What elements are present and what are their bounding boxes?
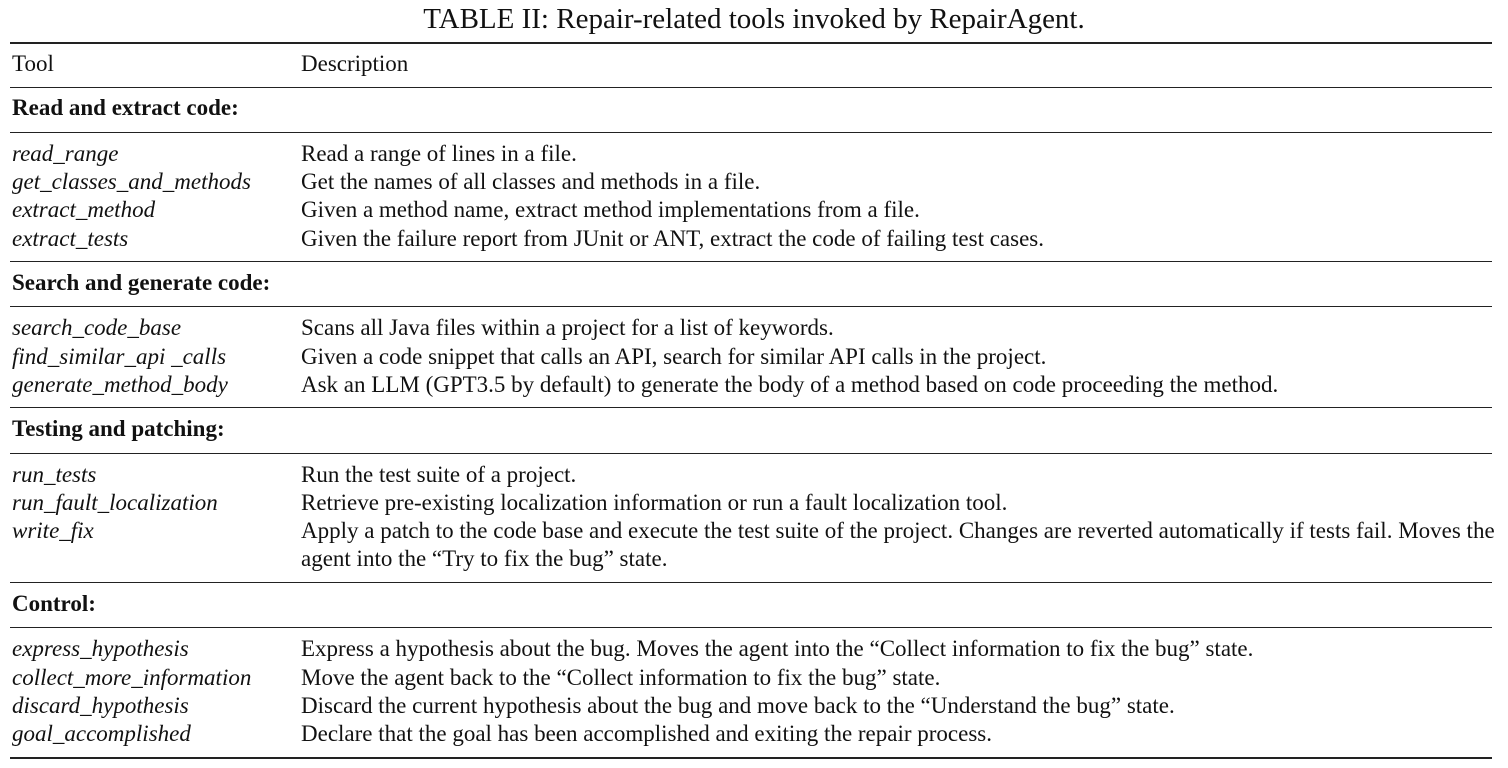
tool-description: Ask an LLM (GPT3.5 by default) to generate the body of a method based on code proceeding the method. xyxy=(301,372,1279,397)
tool-name: collect_more_information xyxy=(12,665,252,690)
tool-description: Given a method name, extract method implementations from a file. xyxy=(301,197,920,222)
section-title: Read and extract code: xyxy=(12,95,239,120)
tool-name: read_range xyxy=(12,141,119,166)
section-rule xyxy=(10,306,1492,307)
column-header-tool: Tool xyxy=(12,51,54,76)
tool-name: find_similar_api _calls xyxy=(12,344,227,369)
tool-name: extract_method xyxy=(12,197,156,222)
tool-description: Given the failure report from JUnit or ANT, extract the code of failing test cases. xyxy=(301,226,1044,251)
column-header-description: Description xyxy=(301,51,409,76)
section-title: Testing and patching: xyxy=(12,416,225,441)
tool-description: Declare that the goal has been accomplished and exiting the repair process. xyxy=(301,721,992,746)
section-title: Search and generate code: xyxy=(12,270,271,295)
table-caption: TABLE II: Repair-related tools invoked by RepairAgent. xyxy=(423,3,1085,35)
section-rule xyxy=(10,582,1492,583)
tool-description: Express a hypothesis about the bug. Moves the agent into the “Collect information to fix the bug” state. xyxy=(301,636,1254,661)
tool-name: generate_method_body xyxy=(12,372,228,397)
tool-description: Read a range of lines in a file. xyxy=(301,141,577,166)
section-rule xyxy=(10,627,1492,628)
tool-name: goal_accomplished xyxy=(12,721,191,746)
section-rule xyxy=(10,87,1492,88)
tool-description: Apply a patch to the code base and execute the test suite of the project. Changes are reverted automatically if tests fail. Moves the agent into the “Try to fix the bug” state. xyxy=(301,518,1495,571)
tool-description: Get the names of all classes and methods in a file. xyxy=(301,169,761,194)
tool-description: Run the test suite of a project. xyxy=(301,462,577,487)
tool-name: search_code_base xyxy=(12,315,182,340)
tool-description: Retrieve pre-existing localization information or run a fault localization tool. xyxy=(301,490,1008,515)
section-title: Control: xyxy=(12,591,96,616)
tool-name: run_fault_localization xyxy=(12,490,218,515)
tool-name: write_fix xyxy=(12,518,94,543)
tool-description: Scans all Java files within a project for a list of keywords. xyxy=(301,315,834,340)
tool-description: Given a code snippet that calls an API, search for similar API calls in the project. xyxy=(301,344,1047,369)
section-rule xyxy=(10,132,1492,133)
tool-description: Move the agent back to the “Collect information to fix the bug” state. xyxy=(301,665,941,690)
tool-name: extract_tests xyxy=(12,226,129,251)
tool-description: Discard the current hypothesis about the bug and move back to the “Understand the bug” state. xyxy=(301,693,1175,718)
bottom-rule xyxy=(10,757,1492,759)
tool-name: discard_hypothesis xyxy=(12,693,189,718)
section-rule xyxy=(10,453,1492,454)
section-rule xyxy=(10,407,1492,408)
top-rule xyxy=(10,42,1492,44)
section-rule xyxy=(10,261,1492,262)
tool-name: get_classes_and_methods xyxy=(12,169,251,194)
tool-name: run_tests xyxy=(12,462,97,487)
tool-name: express_hypothesis xyxy=(12,636,189,661)
